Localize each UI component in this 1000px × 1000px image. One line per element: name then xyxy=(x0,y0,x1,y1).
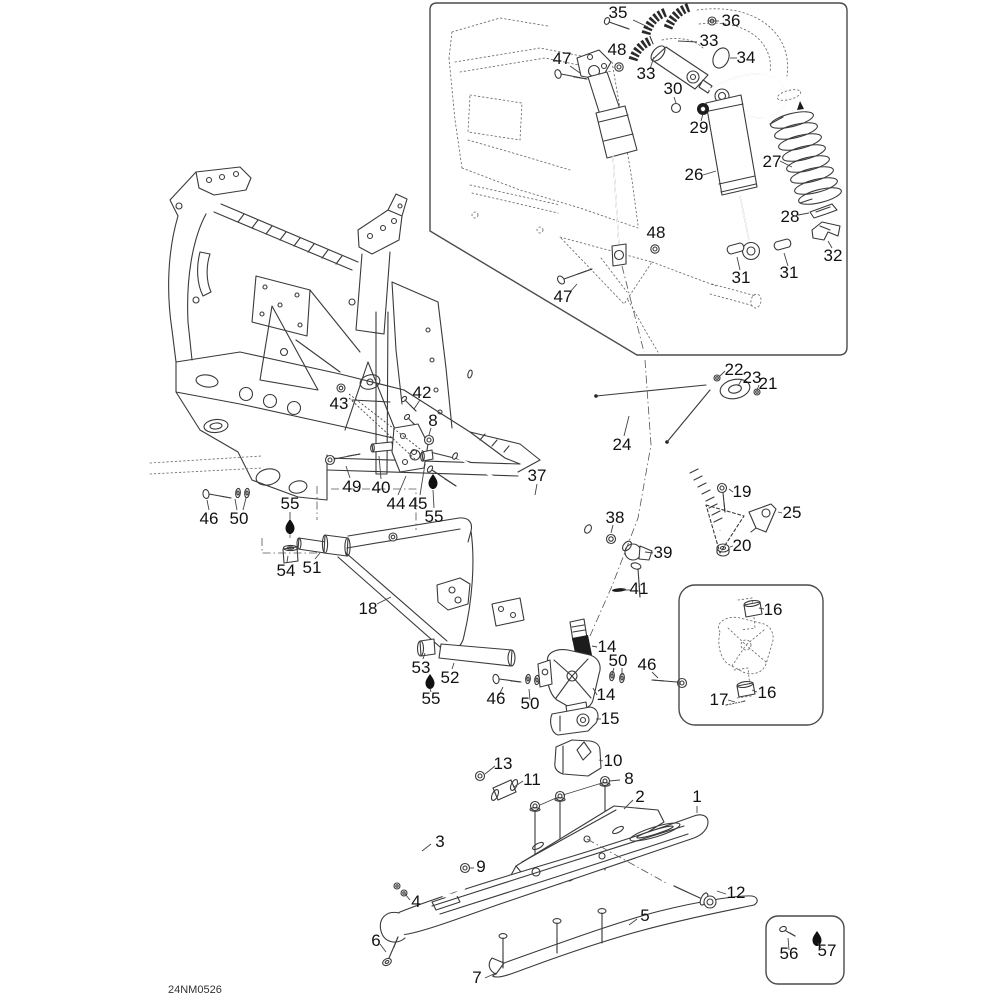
callout-35: 35 xyxy=(608,3,628,22)
leader-line-25 xyxy=(778,512,782,513)
leader-line-6 xyxy=(380,944,386,952)
callout-55: 55 xyxy=(280,494,300,513)
callout-31: 31 xyxy=(779,263,799,282)
shock-installed xyxy=(554,50,659,352)
bolt-49 xyxy=(326,456,335,465)
bolt-47-lower xyxy=(556,275,566,286)
callout-7: 7 xyxy=(472,968,482,987)
leader-line-26 xyxy=(703,171,716,175)
callout-20: 20 xyxy=(732,536,752,555)
bumper-31-left xyxy=(727,243,744,254)
shock-exploded-parts xyxy=(603,7,842,260)
callout-23: 23 xyxy=(742,368,762,387)
main-frame xyxy=(150,167,540,500)
ski-stop-10 xyxy=(555,740,601,776)
leader-line-55 xyxy=(433,490,434,508)
callout-19: 19 xyxy=(732,482,752,501)
clamp-33-c xyxy=(633,40,652,60)
spring-seat-28 xyxy=(810,204,837,218)
clamp-33-b xyxy=(668,7,690,28)
nut-8-b xyxy=(556,792,565,801)
callout-37: 37 xyxy=(527,466,547,485)
nut-9 xyxy=(461,864,470,873)
bolt-19 xyxy=(718,484,727,493)
runner-5 xyxy=(493,896,757,977)
callout-46: 46 xyxy=(199,509,219,528)
callout-25: 25 xyxy=(782,503,802,522)
tie-rod-assembly xyxy=(452,360,652,636)
callout-10: 10 xyxy=(603,751,623,770)
inset-middle-right-box xyxy=(679,585,823,725)
washer-50-mid-a xyxy=(525,674,531,684)
callout-30: 30 xyxy=(663,79,683,98)
callout-16: 16 xyxy=(763,600,783,619)
grease-drop-icon xyxy=(286,519,295,534)
callout-24: 24 xyxy=(612,435,632,454)
washer-50-left-b xyxy=(244,488,250,498)
callout-34: 34 xyxy=(736,48,756,67)
grease-drop-icon xyxy=(429,474,438,489)
callout-1: 1 xyxy=(692,787,702,806)
callout-50: 50 xyxy=(229,509,249,528)
nut-48-lower xyxy=(651,245,659,253)
callout-27: 27 xyxy=(762,152,782,171)
leader-line-35 xyxy=(633,20,648,27)
tube-52 xyxy=(439,644,512,666)
callout-43: 43 xyxy=(329,394,349,413)
callout-3: 3 xyxy=(435,832,445,851)
callout-53: 53 xyxy=(411,658,431,677)
spring-slider-32 xyxy=(812,222,840,240)
bumper-31-right xyxy=(774,239,791,250)
callout-28: 28 xyxy=(780,207,800,226)
washer-50-mid-b xyxy=(534,675,540,685)
callout-14: 14 xyxy=(596,685,616,704)
clamp-15 xyxy=(551,707,598,735)
nut-8-upper xyxy=(425,436,434,445)
pin-40 xyxy=(372,442,393,452)
callout-12: 12 xyxy=(726,883,746,902)
pivot-shaft-51 xyxy=(298,538,326,553)
callout-55: 55 xyxy=(421,689,441,708)
leader-line-44 xyxy=(398,476,406,495)
callout-44: 44 xyxy=(386,494,406,513)
callout-49: 49 xyxy=(342,477,362,496)
callout-9: 9 xyxy=(476,857,486,876)
callout-11: 11 xyxy=(523,770,541,789)
callout-8: 8 xyxy=(624,769,634,788)
callout-14: 14 xyxy=(597,637,617,656)
callout-41: 41 xyxy=(629,579,649,598)
callout-42: 42 xyxy=(412,383,432,402)
ski-assembly xyxy=(380,740,757,977)
leader-line-33 xyxy=(678,41,697,42)
callout-48: 48 xyxy=(607,40,627,59)
callout-56: 56 xyxy=(779,944,799,963)
leader-line-28 xyxy=(798,213,809,215)
drawing-code: 24NM0526 xyxy=(168,984,222,996)
callout-51: 51 xyxy=(302,558,322,577)
washer-50-left-a xyxy=(235,488,241,498)
leader-line-17 xyxy=(728,700,735,702)
callout-18: 18 xyxy=(358,599,378,618)
leader-line-24 xyxy=(624,416,629,436)
callout-33: 33 xyxy=(636,64,656,83)
nut-48-upper xyxy=(615,63,623,71)
callout-36: 36 xyxy=(721,11,741,30)
callout-55: 55 xyxy=(424,507,444,526)
spindle-housing-14 xyxy=(547,650,600,710)
callout-4: 4 xyxy=(411,892,421,911)
callout-21: 21 xyxy=(758,374,778,393)
callout-17: 17 xyxy=(709,690,729,709)
bolt-6 xyxy=(381,957,392,967)
leader-line-8 xyxy=(609,780,620,781)
leader-line-3 xyxy=(422,844,431,851)
callout-26: 26 xyxy=(684,165,704,184)
callout-32: 32 xyxy=(823,246,843,265)
clamp-33-a xyxy=(646,12,666,34)
o-ring-30 xyxy=(672,104,681,113)
leader-line-14 xyxy=(592,646,597,647)
bracket-25 xyxy=(749,504,776,532)
leader-line-37 xyxy=(535,484,537,495)
callout-31: 31 xyxy=(731,268,751,287)
callout-40: 40 xyxy=(371,478,391,497)
nut-8-c xyxy=(601,777,610,786)
callout-52: 52 xyxy=(440,668,460,687)
callout-57: 57 xyxy=(817,941,837,960)
leader-line-4 xyxy=(405,894,410,900)
callout-54: 54 xyxy=(276,561,296,580)
callout-39: 39 xyxy=(653,543,673,562)
callout-13: 13 xyxy=(493,754,513,773)
bolt-22 xyxy=(714,375,720,381)
callout-48: 48 xyxy=(646,223,666,242)
leader-line-8 xyxy=(563,783,602,795)
callout-50: 50 xyxy=(520,694,540,713)
callout-46: 46 xyxy=(637,655,657,674)
callout-29: 29 xyxy=(689,118,709,137)
callout-22: 22 xyxy=(724,360,744,379)
callout-2: 2 xyxy=(635,787,645,806)
callout-5: 5 xyxy=(640,906,650,925)
callout-47: 47 xyxy=(552,49,572,68)
callout-15: 15 xyxy=(600,709,620,728)
a-arm-assembly xyxy=(199,486,524,666)
nut-38 xyxy=(607,535,616,544)
inset-top-right-box xyxy=(430,3,847,355)
callout-47: 47 xyxy=(553,287,573,306)
nut-4-a xyxy=(394,883,400,889)
callout-50: 50 xyxy=(608,651,628,670)
callout-38: 38 xyxy=(605,508,625,527)
leader-line-11 xyxy=(514,781,523,787)
callout-33: 33 xyxy=(699,31,719,50)
nut-43 xyxy=(337,384,345,392)
nut-8-a xyxy=(531,802,540,811)
callout-8: 8 xyxy=(428,411,438,430)
callout-16: 16 xyxy=(757,683,777,702)
leader-line-12 xyxy=(717,891,726,894)
callout-46: 46 xyxy=(486,689,506,708)
nut-13 xyxy=(476,772,485,781)
callout-45: 45 xyxy=(408,494,428,513)
leader-line-8 xyxy=(540,798,556,805)
callout-6: 6 xyxy=(371,931,381,950)
sway-bar-assembly xyxy=(467,370,776,556)
